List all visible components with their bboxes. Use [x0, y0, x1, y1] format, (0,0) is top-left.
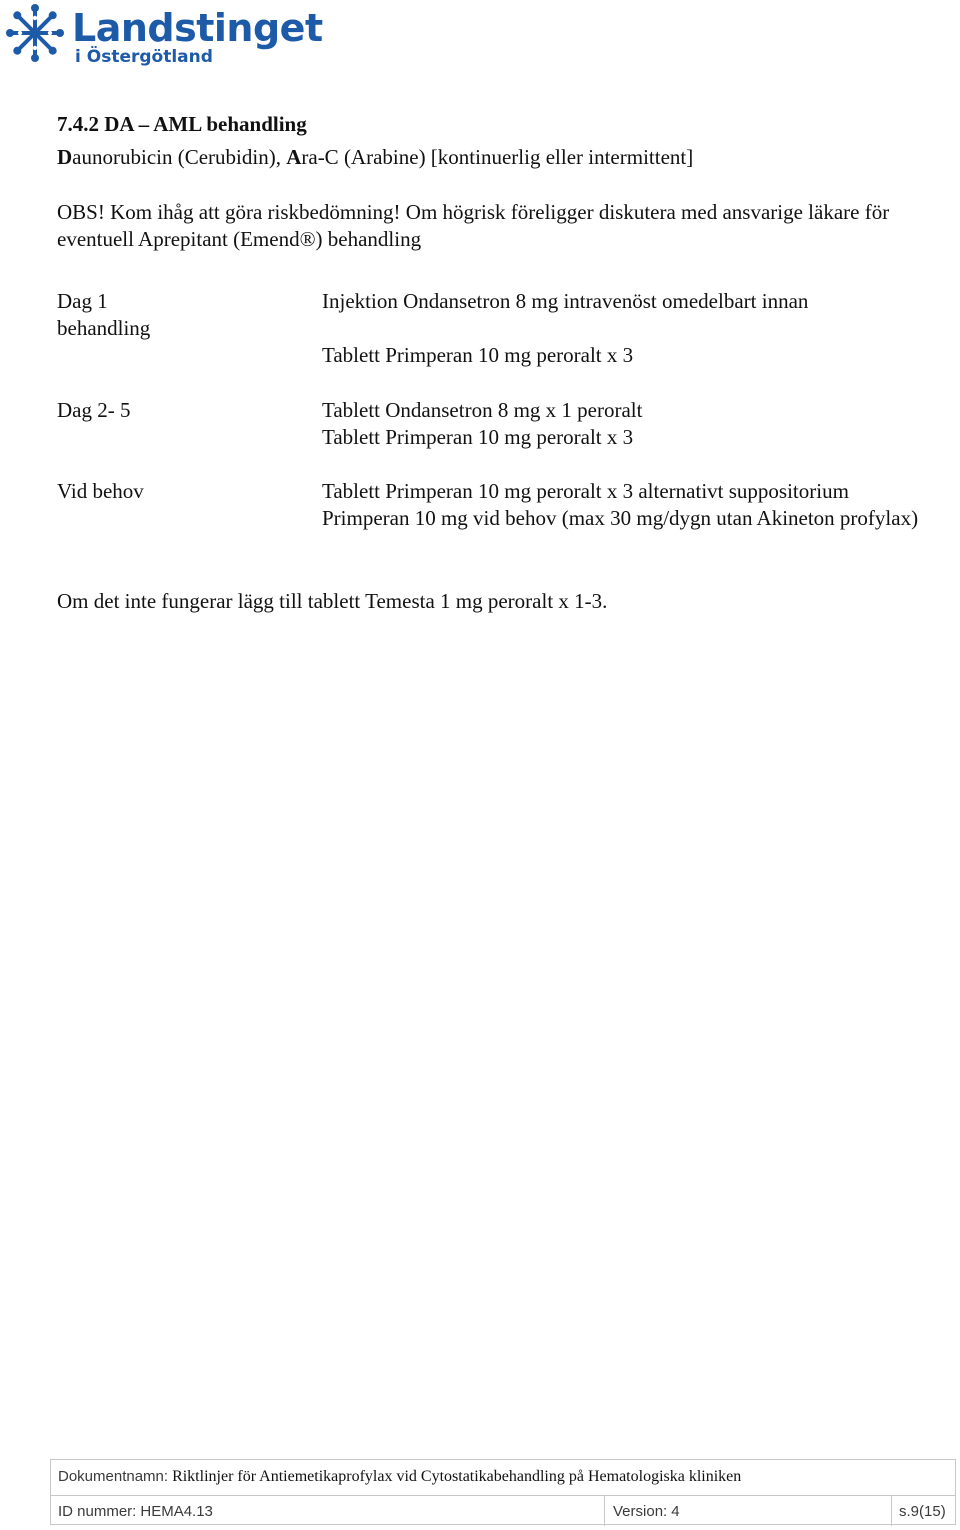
schedule-day1-line2: Tablett Primperan 10 mg peroralt x 3: [322, 343, 634, 367]
footer-divider-1: [604, 1496, 605, 1526]
document-footer: [50, 1459, 956, 1525]
docname-value: Riktlinjer för Antiemetikaprofylax vid Cytostatikabehandling på Hematologiska kliniken: [172, 1468, 742, 1485]
footer-meta-row: [51, 1496, 955, 1524]
drug-a-rest: ra-C (Arabine) [kontinuerlig eller intermittent]: [301, 145, 694, 169]
schedule-label-day2-5: Dag 2- 5: [57, 398, 131, 422]
docname-label: Dokumentnamn:: [58, 1468, 169, 1485]
footer-docname-row: [51, 1460, 955, 1496]
drug-line: [57, 144, 693, 170]
drug-d-rest: aunorubicin (Cerubidin),: [72, 145, 287, 169]
obs-paragraph: OBS! Kom ihåg att göra riskbedömning! Om högrisk föreligger diskutera med ansvarige läkare för eventuell Aprepitant (Emend®) behandling: [57, 200, 890, 251]
schedule-label-as-needed: Vid behov: [57, 479, 144, 503]
footer-divider-2: [891, 1496, 892, 1526]
version-label: Version:: [613, 1503, 668, 1520]
version-value: 4: [671, 1503, 680, 1520]
snowflake-logo-icon: [4, 2, 66, 64]
landstinget-logo: [4, 2, 323, 74]
page-value: 9(15): [910, 1503, 946, 1520]
id-value: HEMA4.13: [140, 1503, 213, 1520]
schedule-day1-line1: Injektion Ondansetron 8 mg intravenöst omedelbart innan: [322, 289, 809, 313]
drug-a-initial: A: [286, 145, 302, 169]
logo-name: Landstinget: [72, 6, 323, 50]
section-heading: 7.4.2 DA – AML behandling: [57, 112, 307, 136]
schedule-label-day1: Dag 1 behandling: [57, 289, 151, 340]
page-label: s.: [899, 1503, 911, 1520]
schedule-day2-5-line2: Tablett Primperan 10 mg peroralt x 3: [322, 425, 634, 449]
logo-subtitle: i Östergötland: [75, 47, 213, 67]
schedule-day2-5-line1: Tablett Ondansetron 8 mg x 1 peroralt: [322, 398, 643, 422]
id-label: ID nummer:: [58, 1503, 137, 1520]
drug-d-initial: D: [57, 145, 73, 169]
closing-note: Om det inte fungerar lägg till tablett Temesta 1 mg peroralt x 1-3.: [57, 589, 608, 613]
schedule-as-needed-line1: Tablett Primperan 10 mg peroralt x 3 alternativt suppositorium Primperan 10 mg vid behov (max 30 mg/dygn utan Akineton profylax): [322, 479, 919, 530]
